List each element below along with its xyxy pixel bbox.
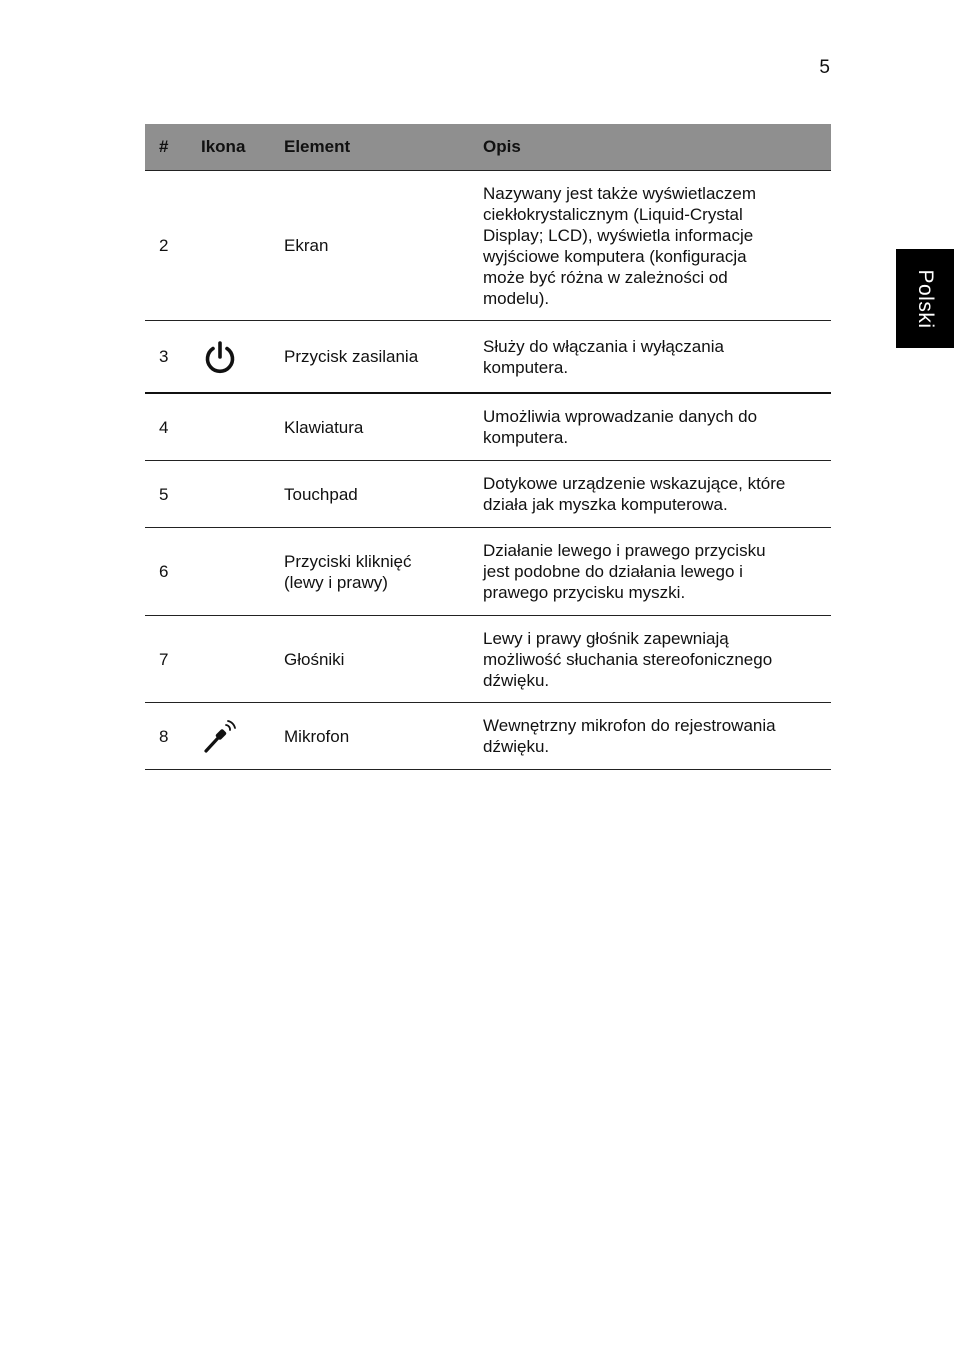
row-description: Umożliwia wprowadzanie danych do komputera. xyxy=(483,407,758,447)
row-description: Nazywany jest także wyświetlaczem ciekłokrystalicznym (Liquid-Crystal Display; LCD), wyświetla informacje wyjściowe komputera (konfiguracja może być różna w zależności od modelu). xyxy=(483,183,757,308)
row-description: Działanie lewego i prawego przycisku jest podobne do działania lewego i prawego przycisku myszki. xyxy=(483,541,766,602)
row-number: 7 xyxy=(159,649,169,669)
table-row xyxy=(145,321,831,394)
header-icon: Ikona xyxy=(201,137,246,156)
row-description: Dotykowe urządzenie wskazujące, które działa jak myszka komputerowa. xyxy=(483,474,786,514)
row-element: Przyciski kliknięć (lewy i prawy) xyxy=(284,551,412,592)
row-description: Lewy i prawy głośnik zapewniają możliwość słuchania stereofonicznego dźwięku. xyxy=(483,628,773,690)
row-element: Touchpad xyxy=(284,484,358,504)
language-tab xyxy=(896,249,954,348)
row-number: 4 xyxy=(159,417,169,437)
header-num: # xyxy=(159,137,169,156)
row-element: Mikrofon xyxy=(284,726,350,746)
row-number: 5 xyxy=(159,484,169,504)
table-row xyxy=(145,461,831,528)
header-description: Opis xyxy=(483,137,521,156)
row-number: 3 xyxy=(159,347,169,366)
header-element: Element xyxy=(284,137,351,156)
row-icon-cell xyxy=(200,339,284,375)
components-table xyxy=(145,124,831,770)
language-tab-label: Polski xyxy=(914,268,937,329)
row-number: 8 xyxy=(159,726,169,746)
row-description: Wewnętrzny mikrofon do rejestrowania dźwięku. xyxy=(483,716,776,756)
row-description: Służy do włączania i wyłączania komputera. xyxy=(483,336,724,377)
table-row xyxy=(145,616,831,703)
row-icon-cell xyxy=(200,716,284,756)
table-row xyxy=(145,394,831,461)
row-element: Przycisk zasilania xyxy=(284,347,419,366)
table-header xyxy=(145,124,831,171)
row-element: Klawiatura xyxy=(284,417,364,437)
table-row xyxy=(145,703,831,770)
table-row xyxy=(145,171,831,321)
power-icon xyxy=(202,339,238,375)
page-number: 5 xyxy=(819,57,830,78)
row-number: 2 xyxy=(159,236,169,255)
row-element: Głośniki xyxy=(284,649,345,669)
table-row xyxy=(145,528,831,616)
row-element: Ekran xyxy=(284,236,329,255)
row-number: 6 xyxy=(159,562,169,581)
microphone-icon xyxy=(202,716,242,756)
